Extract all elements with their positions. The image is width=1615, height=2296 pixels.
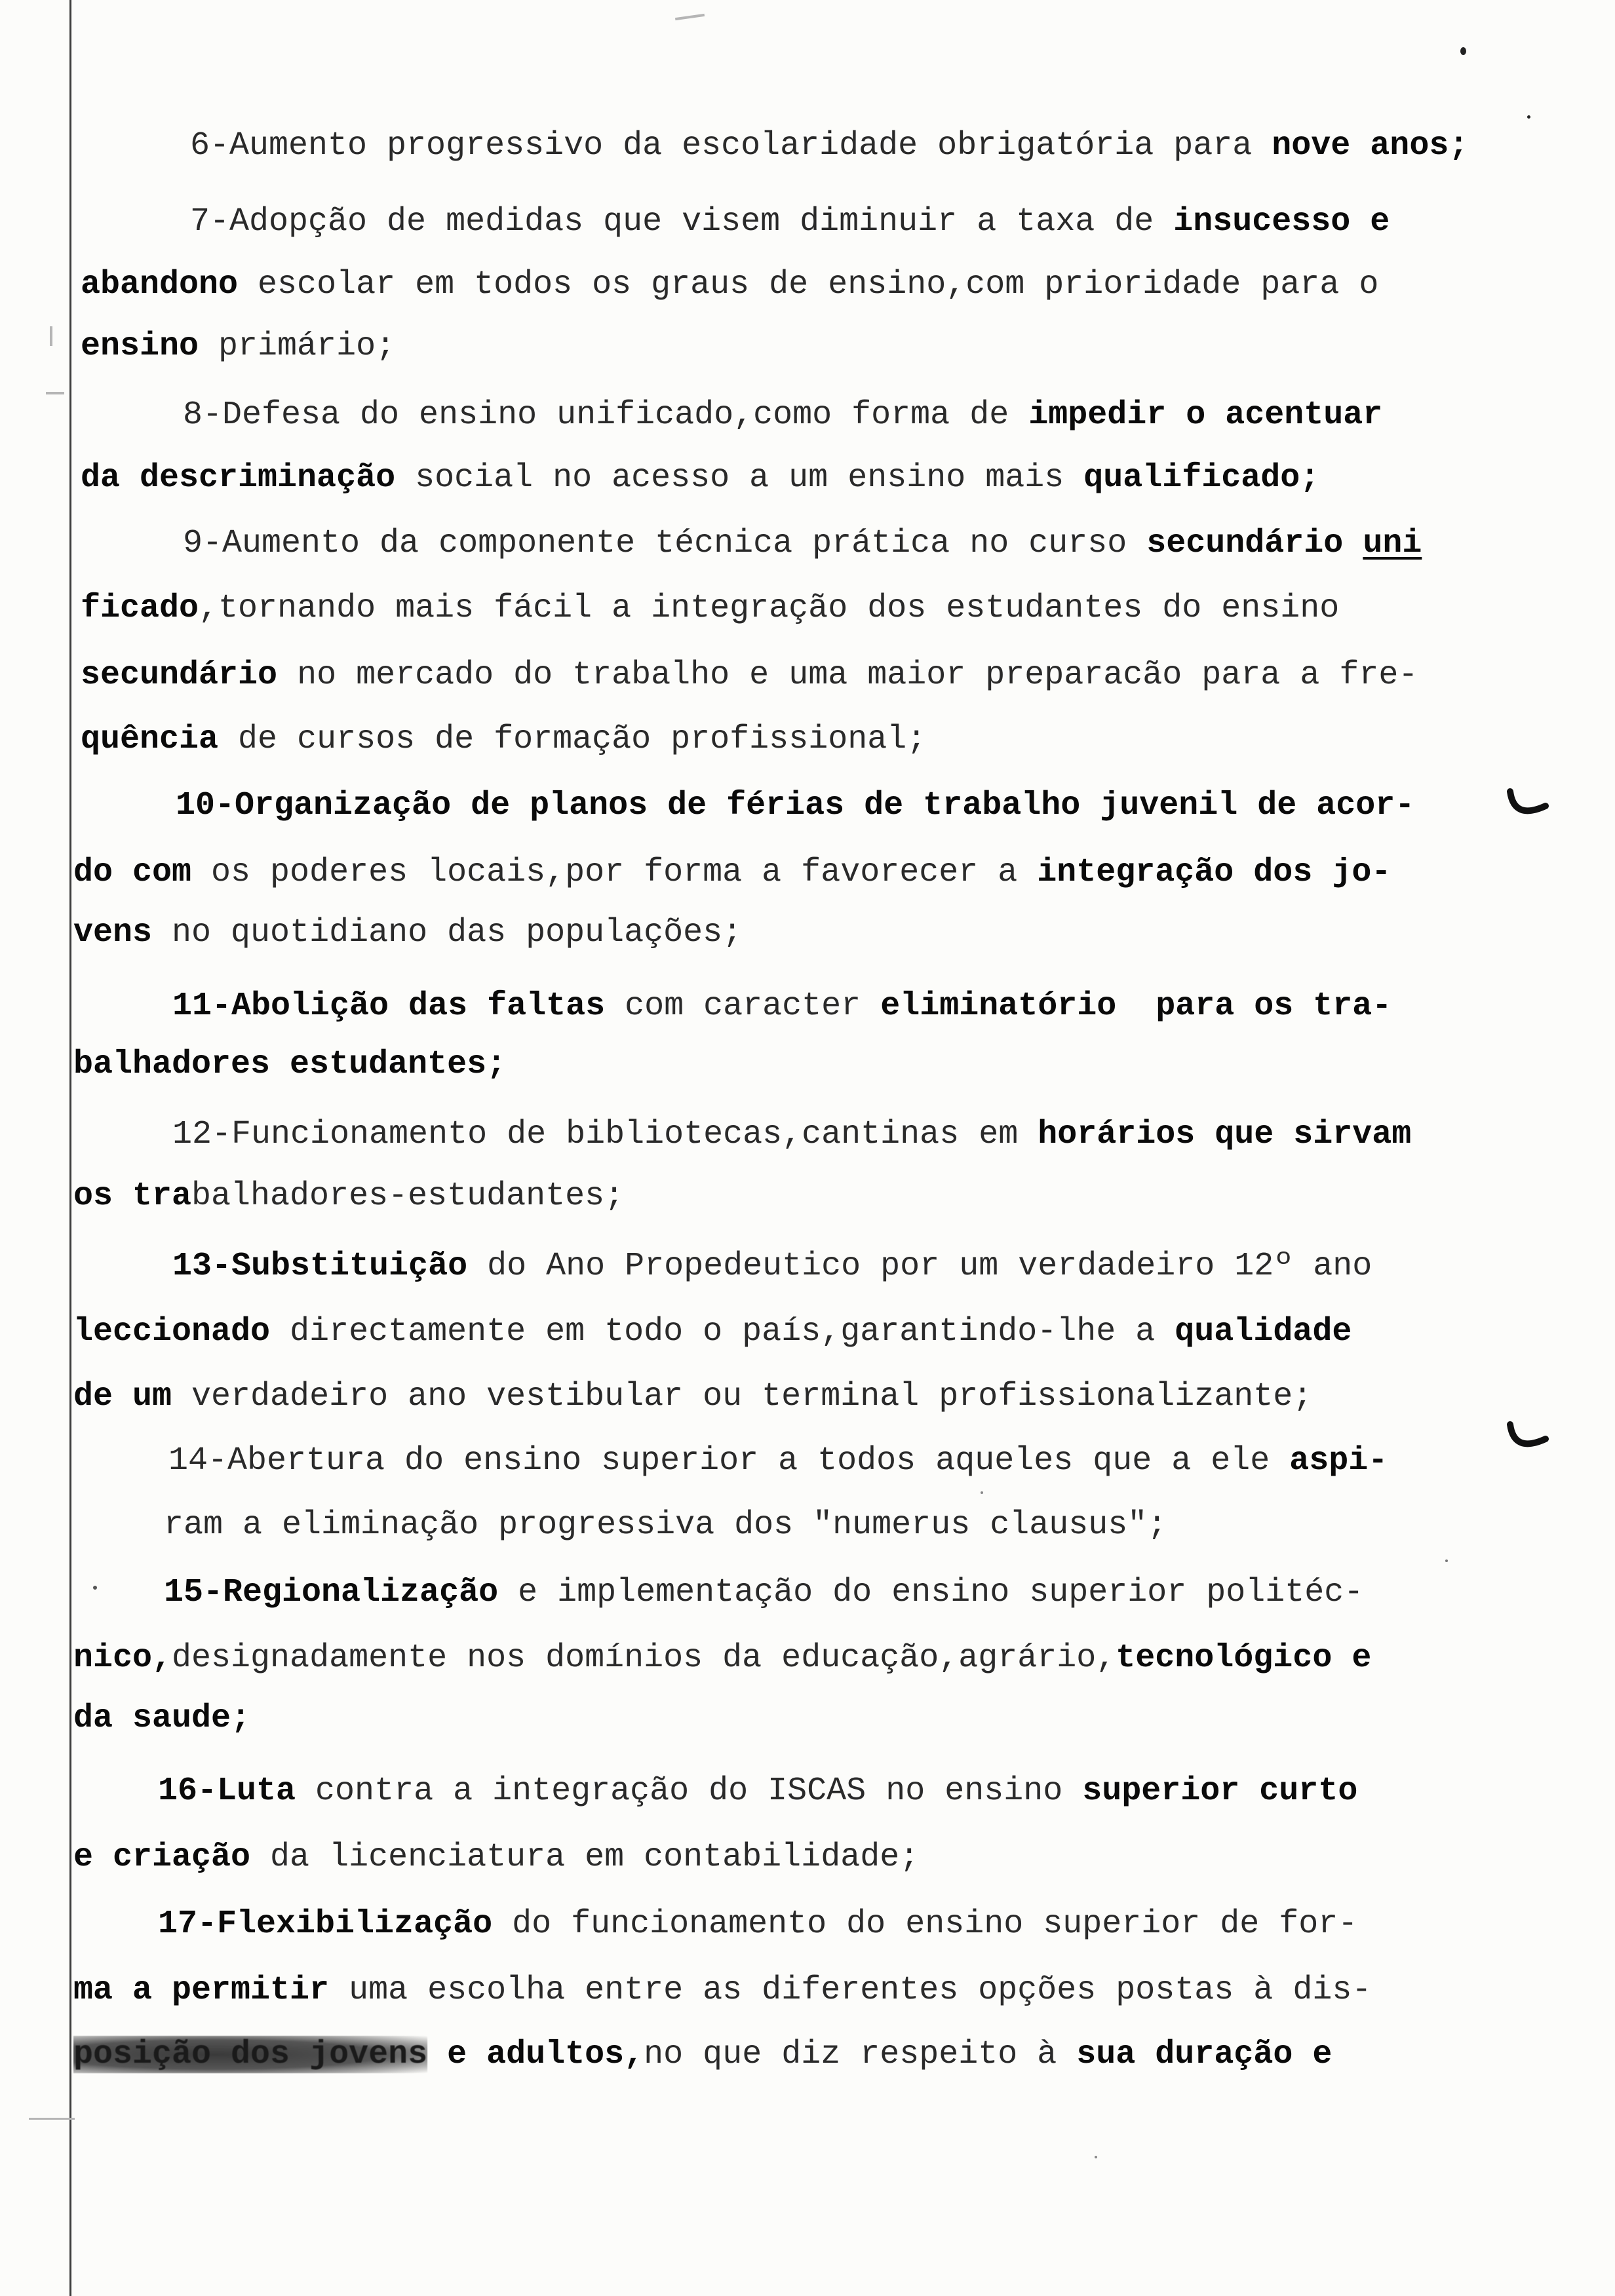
text-segment: nove anos; [1272, 127, 1469, 164]
text-line [164, 1573, 1363, 1613]
text-segment: impedir o acentuar [1028, 396, 1383, 434]
text-segment: 6-Aumento progressivo da escolaridade obrigatória para [190, 127, 1272, 164]
text-segment: aspi- [1289, 1442, 1388, 1480]
text-line [73, 853, 1391, 892]
text-segment: designadamente nos domínios da educação,agrário, [172, 1639, 1116, 1677]
text-segment: sua duração e [1076, 2036, 1333, 2073]
text-segment: superior curto [1082, 1772, 1358, 1810]
text-line [183, 524, 1422, 564]
text-segment: da licenciatura em contabilidade; [250, 1839, 920, 1876]
text-line [73, 2035, 1332, 2075]
text-line [176, 786, 1414, 826]
text-line [81, 656, 1418, 695]
text-segment: social no acesso a um ensino mais [395, 459, 1084, 497]
text-segment: escolar em todos os graus de ensino,com prioridade para o [238, 266, 1379, 303]
text-segment: e implementação do ensino superior politéc- [498, 1574, 1364, 1611]
text-segment: 11-Abolição das faltas [172, 987, 606, 1025]
text-line [81, 589, 1339, 628]
text-segment: vens [73, 914, 153, 951]
text-segment: contra a integração do ISCAS no ensino [296, 1772, 1083, 1810]
text-segment: de cursos de formação profissional; [218, 721, 927, 758]
text-segment: 12-Funcionamento de bibliotecas,cantinas em [172, 1116, 1038, 1153]
text-segment: quência [81, 721, 219, 758]
text-line [81, 720, 926, 759]
text-line [73, 1377, 1312, 1417]
text-segment: abandono [81, 266, 239, 303]
text-segment: os poderes locais,por forma a favorecer a [191, 854, 1038, 891]
text-line [172, 987, 1391, 1026]
text-segment: 7-Adopção de medidas que visem diminuir a taxa de [190, 203, 1174, 240]
text-segment: ram a eliminação progressiva dos "numerus clausus"; [164, 1506, 1167, 1544]
text-line [73, 1312, 1352, 1352]
text-segment: verdadeiro ano vestibular ou terminal profissionalizante; [172, 1378, 1313, 1415]
text-segment: ficado [81, 590, 199, 627]
text-segment [427, 2036, 447, 2073]
text-line [172, 1115, 1411, 1155]
text-segment: secundário [1146, 525, 1363, 562]
text-segment: do com [73, 854, 192, 891]
text-segment: tecnológico e [1116, 1639, 1372, 1677]
text-segment: os tra [73, 1177, 192, 1215]
text-segment: ma a permitir [73, 1972, 330, 2009]
text-line [158, 1905, 1357, 1944]
text-line [190, 126, 1468, 166]
text-segment: 8-Defesa do ensino unificado,como forma de [183, 396, 1029, 434]
text-segment: nico, [73, 1639, 172, 1677]
text-segment: ,tornando mais fácil a integração dos estudantes do ensino [199, 590, 1340, 627]
text-segment: uma escolha entre as diferentes opções postas à dis- [329, 1972, 1372, 2009]
text-segment: balhadores estudantes; [73, 1046, 507, 1083]
text-segment: leccionado [73, 1313, 271, 1350]
text-segment: integração dos jo- [1037, 854, 1391, 891]
text-line [73, 1838, 919, 1877]
text-segment: da saude; [73, 1700, 251, 1737]
text-line [81, 459, 1319, 498]
text-segment: 9-Aumento da componente técnica prática no curso [183, 525, 1147, 562]
text-segment: com caracter [605, 987, 881, 1025]
text-segment: 16-Luta [158, 1772, 296, 1810]
text-segment: primário; [199, 328, 396, 365]
text-segment: 15-Regionalização [164, 1574, 499, 1611]
text-segment: no quotidiano das populações; [152, 914, 743, 951]
text-segment: da descriminação [81, 459, 396, 497]
text-segment: ensino [81, 328, 199, 365]
text-segment: horários que sirvam [1038, 1116, 1412, 1153]
text-segment: qualidade [1175, 1313, 1352, 1350]
text-segment: secundário [81, 657, 278, 694]
text-line [158, 1772, 1357, 1811]
text-segment: 13-Substituição [172, 1248, 468, 1285]
text-segment: posição dos jovens [73, 2036, 428, 2073]
text-line [168, 1442, 1388, 1481]
text-line [73, 913, 742, 953]
text-segment: do Ano Propedeutico por um verdadeiro 12º ano [467, 1248, 1372, 1285]
text-segment: qualificado; [1083, 459, 1320, 497]
text-segment: 10-Organização de planos de férias de trabalho juvenil de acor- [176, 787, 1415, 824]
text-line [73, 1971, 1371, 2010]
text-segment: e criação [73, 1839, 251, 1876]
text-line [73, 1639, 1371, 1678]
text-segment: e adultos, [447, 2036, 644, 2073]
text-line [172, 1247, 1372, 1286]
text-segment: balhadores-estudantes; [191, 1177, 625, 1215]
text-segment: no que diz respeito à [644, 2036, 1077, 2073]
text-line [73, 1177, 624, 1216]
text-segment: no mercado do trabalho e uma maior preparacão para a fre- [277, 657, 1418, 694]
text-segment: 14-Abertura do ensino superior a todos aqueles que a ele [168, 1442, 1290, 1480]
text-segment: uni [1363, 525, 1422, 562]
text-segment: insucesso e [1173, 203, 1390, 240]
text-line [190, 202, 1390, 242]
text-line [164, 1506, 1167, 1545]
text-line [73, 1045, 506, 1084]
text-segment: do funcionamento do ensino superior de for- [492, 1905, 1358, 1943]
text-line [81, 327, 395, 366]
text-segment: 17-Flexibilização [158, 1905, 493, 1943]
text-segment: directamente em todo o país,garantindo-lhe a [270, 1313, 1175, 1350]
text-segment: de um [73, 1378, 172, 1415]
text-line [183, 396, 1382, 435]
text-segment: eliminatório para os tra- [880, 987, 1392, 1025]
text-line [73, 1699, 250, 1738]
text-line [81, 265, 1378, 305]
